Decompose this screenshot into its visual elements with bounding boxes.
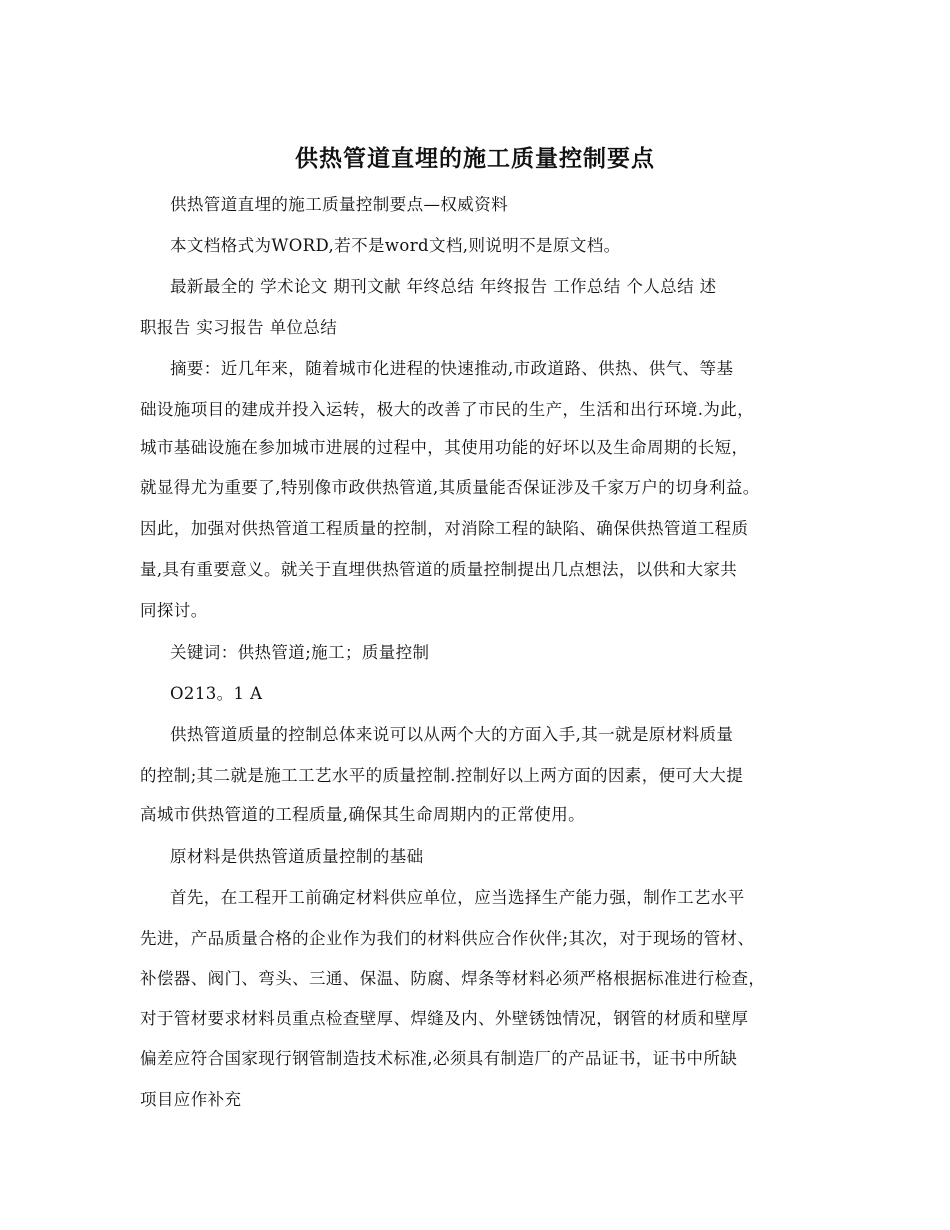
- abstract-line: 就显得尤为重要了,特别像市政供热管道,其质量能否保证涉及千家万户的切身利益。: [140, 478, 760, 497]
- text-line: 最新最全的 学术论文 期刊文献 年终总结 年终报告 工作总结 个人总结 述: [170, 277, 717, 296]
- abstract-line: 摘要：近几年来，随着城市化进程的快速推动,市政道路、供热、供气、等基: [170, 359, 734, 378]
- paragraph-line: 的控制;其二就是施工工艺水平的质量控制.控制好以上两方面的因素，便可大大提: [140, 766, 744, 785]
- paragraph-line: 首先，在工程开工前确定材料供应单位，应当选择生产能力强，制作工艺水平: [170, 888, 745, 907]
- abstract-line: 同探讨。: [140, 601, 208, 620]
- paragraph-line: 先进，产品质量合格的企业作为我们的材料供应合作伙伴;其次，对于现场的管材、: [140, 929, 755, 948]
- paragraph-line: 供热管道质量的控制总体来说可以从两个大的方面入手,其一就是原材料质量: [170, 725, 734, 744]
- section-heading: 原材料是供热管道质量控制的基础: [170, 847, 424, 866]
- abstract-line: 量,具有重要意义。就关于直埋供热管道的质量控制提出几点想法，以供和大家共: [140, 560, 738, 579]
- text-line: 职报告 实习报告 单位总结: [140, 318, 338, 337]
- classification-line: O213。1 A: [170, 684, 263, 703]
- abstract-line: 础设施项目的建成并投入运转，极大的改善了市民的生产，生活和出行环境.为此，: [140, 400, 755, 419]
- paragraph-line: 偏差应符合国家现行钢管制造技术标准,必须具有制造厂的产品证书，证书中所缺: [140, 1049, 738, 1068]
- paragraph-line: 高城市供热管道的工程质量,确保其生命周期内的正常使用。: [140, 805, 586, 824]
- format-note-line: 本文档格式为WORD,若不是word文档,则说明不是原文档。: [170, 236, 621, 255]
- subtitle-line: 供热管道直埋的施工质量控制要点—权威资料: [170, 195, 508, 214]
- abstract-line: 因此，加强对供热管道工程质量的控制，对消除工程的缺陷、确保供热管道工程质: [140, 519, 749, 538]
- paragraph-line: 项目应作补充: [140, 1090, 242, 1109]
- paragraph-line: 补偿器、阀门、弯头、三通、保温、防腐、焊条等材料必须严格根据标准进行检查，: [140, 969, 766, 988]
- paragraph-line: 对于管材要求材料员重点检查壁厚、焊缝及内、外壁锈蚀情况，钢管的材质和壁厚: [140, 1009, 749, 1028]
- abstract-line: 城市基础设施在参加城市进展的过程中，其使用功能的好坏以及生命周期的长短，: [140, 438, 749, 457]
- document-title: 供热管道直埋的施工质量控制要点: [295, 145, 655, 172]
- keywords-line: 关键词：供热管道;施工；质量控制: [170, 643, 430, 662]
